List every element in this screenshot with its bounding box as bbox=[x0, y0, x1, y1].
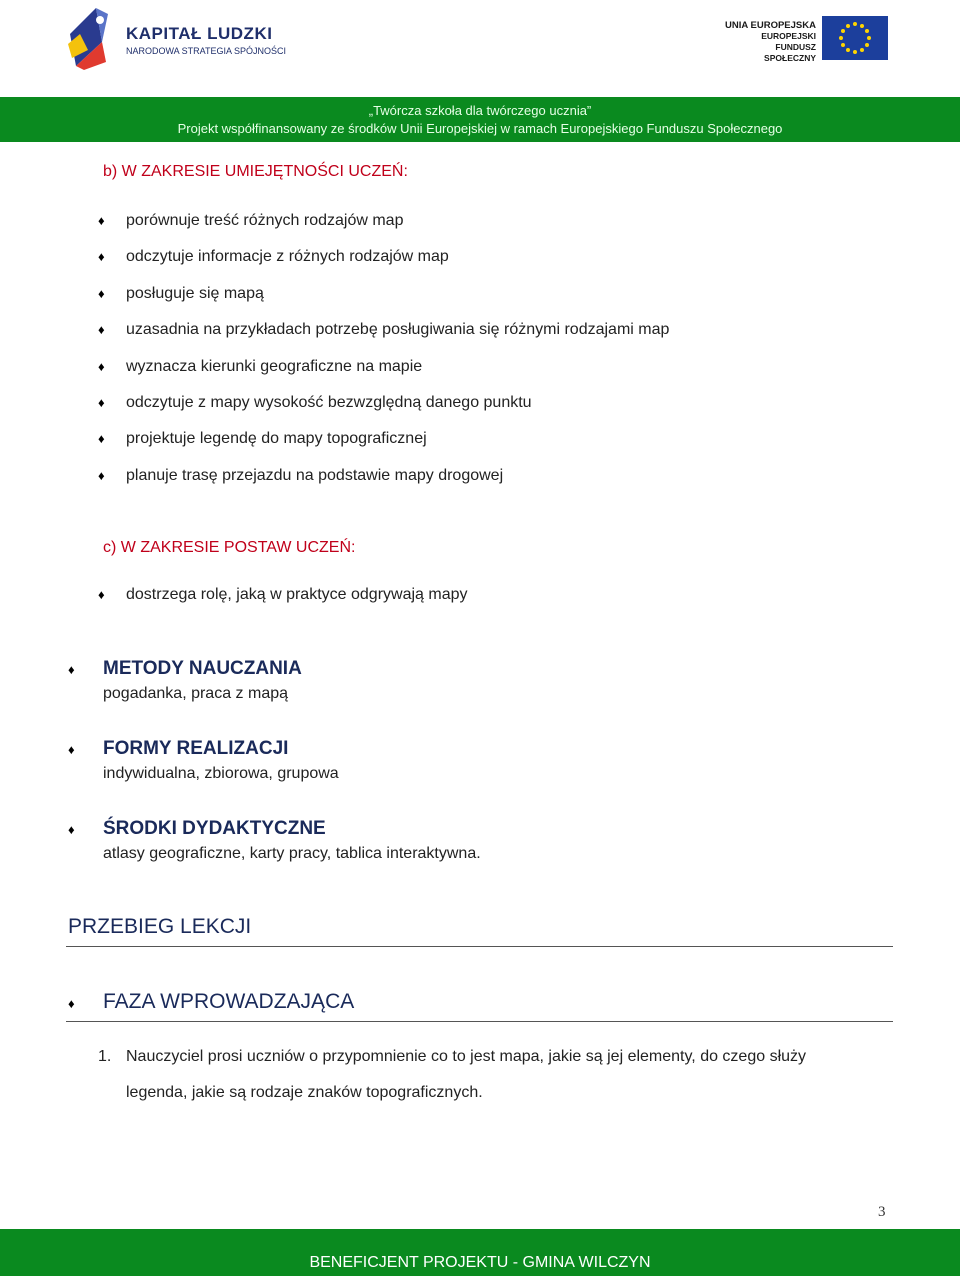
page-number: 3 bbox=[878, 1204, 886, 1220]
diamond-bullet-icon: ♦ bbox=[68, 742, 75, 757]
diamond-bullet-icon: ♦ bbox=[98, 322, 105, 337]
list-item: ♦ dostrzega rolę, jaką w praktyce odgrywają mapy bbox=[98, 586, 468, 603]
diamond-bullet-icon: ♦ bbox=[98, 468, 105, 483]
list-item: ♦ projektuje legendę do mapy topograficznej bbox=[98, 430, 427, 447]
forms-title: FORMY REALIZACJI bbox=[103, 738, 289, 759]
header-band bbox=[0, 97, 960, 142]
step-number: 1. bbox=[98, 1048, 112, 1065]
methods-title: METODY NAUCZANIA bbox=[103, 658, 302, 679]
list-item: ♦ odczytuje z mapy wysokość bezwzględną danego punktu bbox=[98, 394, 532, 411]
diamond-bullet-icon: ♦ bbox=[98, 395, 105, 410]
kapital-ludzki-title: KAPITAŁ LUDZKI bbox=[126, 24, 273, 43]
footer-band bbox=[0, 1229, 960, 1276]
diamond-bullet-icon: ♦ bbox=[68, 822, 75, 837]
diamond-bullet-icon: ♦ bbox=[98, 213, 105, 228]
eu-logo bbox=[724, 14, 894, 62]
diamond-bullet-icon: ♦ bbox=[68, 996, 75, 1011]
diamond-bullet-icon: ♦ bbox=[98, 587, 105, 602]
phase-title: FAZA WPROWADZAJĄCA bbox=[103, 990, 355, 1013]
skills-heading: b) W ZAKRESIE UMIEJĘTNOŚCI UCZEŃ: bbox=[103, 163, 408, 180]
kapital-ludzki-emblem-icon bbox=[66, 4, 116, 72]
eu-flag-icon bbox=[822, 16, 888, 60]
lesson-title: PRZEBIEG LEKCJI bbox=[68, 915, 252, 938]
divider bbox=[66, 946, 893, 947]
list-item: ♦ uzasadnia na przykładach potrzebę posługiwania się różnymi rodzajami map bbox=[98, 321, 670, 338]
kapital-ludzki-logo bbox=[66, 4, 286, 72]
eu-logo-line1: UNIA EUROPEJSKA bbox=[725, 20, 816, 31]
diamond-bullet-icon: ♦ bbox=[98, 286, 105, 301]
beneficiary-text: BENEFICJENT PROJEKTU - GMINA WILCZYN bbox=[309, 1254, 651, 1271]
divider bbox=[66, 1021, 893, 1022]
diamond-bullet-icon: ♦ bbox=[98, 249, 105, 264]
diamond-bullet-icon: ♦ bbox=[68, 662, 75, 677]
means-title: ŚRODKI DYDAKTYCZNE bbox=[103, 818, 326, 839]
list-item: ♦ posługuje się mapą bbox=[98, 285, 264, 302]
cofinancing-note: Projekt współfinansowany ze środków Unii Europejskiej w ramach Europejskiego Funduszu Społecznego bbox=[177, 121, 783, 136]
diamond-bullet-icon: ♦ bbox=[98, 431, 105, 446]
step-text-line1: Nauczyciel prosi uczniów o przypomnienie co to jest mapa, jakie są jej elementy, do czego służy bbox=[126, 1048, 807, 1065]
kapital-ludzki-subtitle: NARODOWA STRATEGIA SPÓJNOŚCI bbox=[126, 46, 287, 56]
attitudes-heading: c) W ZAKRESIE POSTAW UCZEŃ: bbox=[103, 539, 356, 556]
diamond-bullet-icon: ♦ bbox=[98, 359, 105, 374]
list-item: ♦ wyznacza kierunki geograficzne na mapie bbox=[98, 358, 423, 375]
forms-text: indywidualna, zbiorowa, grupowa bbox=[103, 765, 339, 782]
means-text: atlasy geograficzne, karty pracy, tablica interaktywna. bbox=[103, 845, 481, 862]
eu-logo-line2: EUROPEJSKI bbox=[761, 31, 816, 41]
list-item: ♦ odczytuje informacje z różnych rodzajów map bbox=[98, 248, 449, 265]
methods-text: pogadanka, praca z mapą bbox=[103, 685, 289, 702]
list-item: ♦ porównuje treść różnych rodzajów map bbox=[98, 212, 404, 229]
eu-logo-text bbox=[724, 20, 816, 64]
list-item: ♦ planuje trasę przejazdu na podstawie mapy drogowej bbox=[98, 467, 504, 484]
eu-logo-line3: FUNDUSZ SPOŁECZNY bbox=[764, 42, 816, 63]
project-motto: „Twórcza szkoła dla twórczego ucznia” bbox=[368, 103, 592, 118]
step-text-line2: legenda, jakie są rodzaje znaków topograficznych. bbox=[126, 1084, 483, 1101]
